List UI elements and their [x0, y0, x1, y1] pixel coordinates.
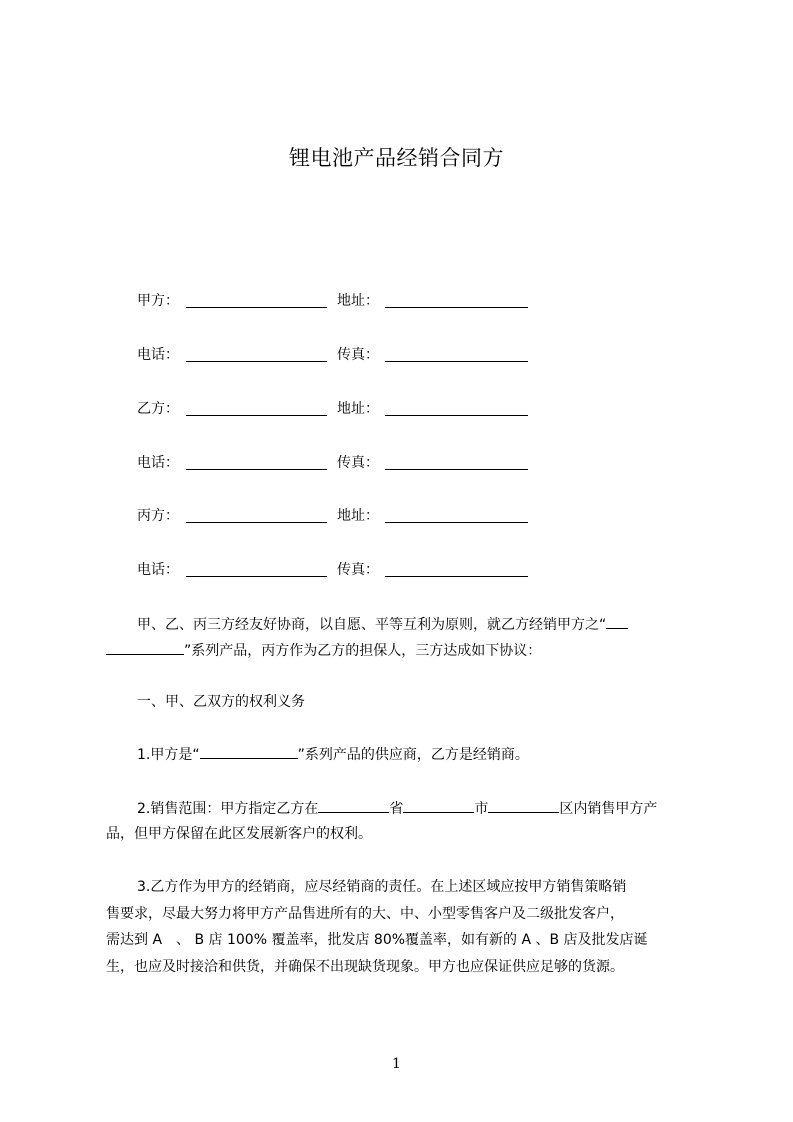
city-blank: [403, 798, 474, 813]
district-blank: [488, 798, 559, 813]
clause-2-text-b: 省: [389, 801, 404, 817]
clause-1-text-a: 1.甲方是“: [137, 747, 200, 763]
intro-line-2: [106, 640, 541, 661]
clause-2-line-2: 品，但甲方保留在此区发展新客户的权利。: [106, 826, 372, 842]
address-label: 地址：: [337, 293, 379, 309]
clause-3-line-4: 生，也应及时接洽和供货，并确保不出现缺货现象。甲方也应保证供应足够的货源。: [106, 959, 624, 975]
intro-text-2: ”系列产品，丙方作为乙方的担保人，三方达成如下协议：: [184, 643, 542, 659]
clause-3-line-1: 3.乙方作为甲方的经销商，应尽经销商的责任。在上述区域应按甲方销售策略销: [137, 879, 627, 895]
address-blank: [385, 415, 528, 416]
phone-label: 电话：: [137, 347, 179, 363]
party-c-blank: [186, 522, 327, 523]
clause-2-text-a: 2.销售范围：甲方指定乙方在: [137, 801, 319, 817]
intro-line-1: [137, 614, 628, 635]
province-blank: [318, 798, 389, 813]
address-blank: [385, 307, 528, 308]
clause-1: [137, 744, 529, 765]
clause-3-line-3: 需达到 A 、 B 店 100% 覆盖率，批发店 80%覆盖率，如有新的 A 、B 店及批发店诞: [106, 932, 648, 948]
fax-label: 传真：: [337, 562, 379, 578]
document-title: 锂电池产品经销合同方: [289, 146, 504, 170]
party-c-label: 丙方：: [137, 508, 179, 524]
address-label: 地址：: [337, 508, 379, 524]
party-b-blank: [186, 415, 327, 416]
product-name-blank: [606, 614, 628, 629]
intro-text-1: 甲、乙、丙三方经友好协商，以自愿、平等互利为原则，就乙方经销甲方之“: [137, 617, 607, 633]
clause-1-text-b: ”系列产品的供应商，乙方是经销商。: [297, 747, 529, 763]
phone-blank: [186, 469, 327, 470]
clause-2-line-1: [137, 798, 657, 819]
product-series-blank: [200, 744, 298, 759]
page-number: 1: [392, 1056, 401, 1072]
clause-3-line-2: 售要求，尽最大努力将甲方产品售进所有的大、中、小型零售客户及二级批发客户，: [106, 906, 624, 922]
phone-blank: [186, 576, 327, 577]
party-a-blank: [186, 307, 327, 308]
fax-blank: [385, 576, 528, 577]
fax-blank: [385, 469, 528, 470]
fax-label: 传真：: [337, 455, 379, 471]
clause-2-text-c: 市: [474, 801, 489, 817]
address-label: 地址：: [337, 401, 379, 417]
party-a-label: 甲方：: [137, 293, 179, 309]
product-name-blank-cont: [106, 640, 184, 655]
clause-2-text-d: 区内销售甲方产: [559, 801, 658, 817]
party-b-label: 乙方：: [137, 401, 179, 417]
phone-label: 电话：: [137, 455, 179, 471]
phone-blank: [186, 361, 327, 362]
fax-label: 传真：: [337, 347, 379, 363]
address-blank: [385, 522, 528, 523]
phone-label: 电话：: [137, 562, 179, 578]
fax-blank: [385, 361, 528, 362]
section-heading: 一、甲、乙双方的权利义务: [137, 694, 305, 710]
